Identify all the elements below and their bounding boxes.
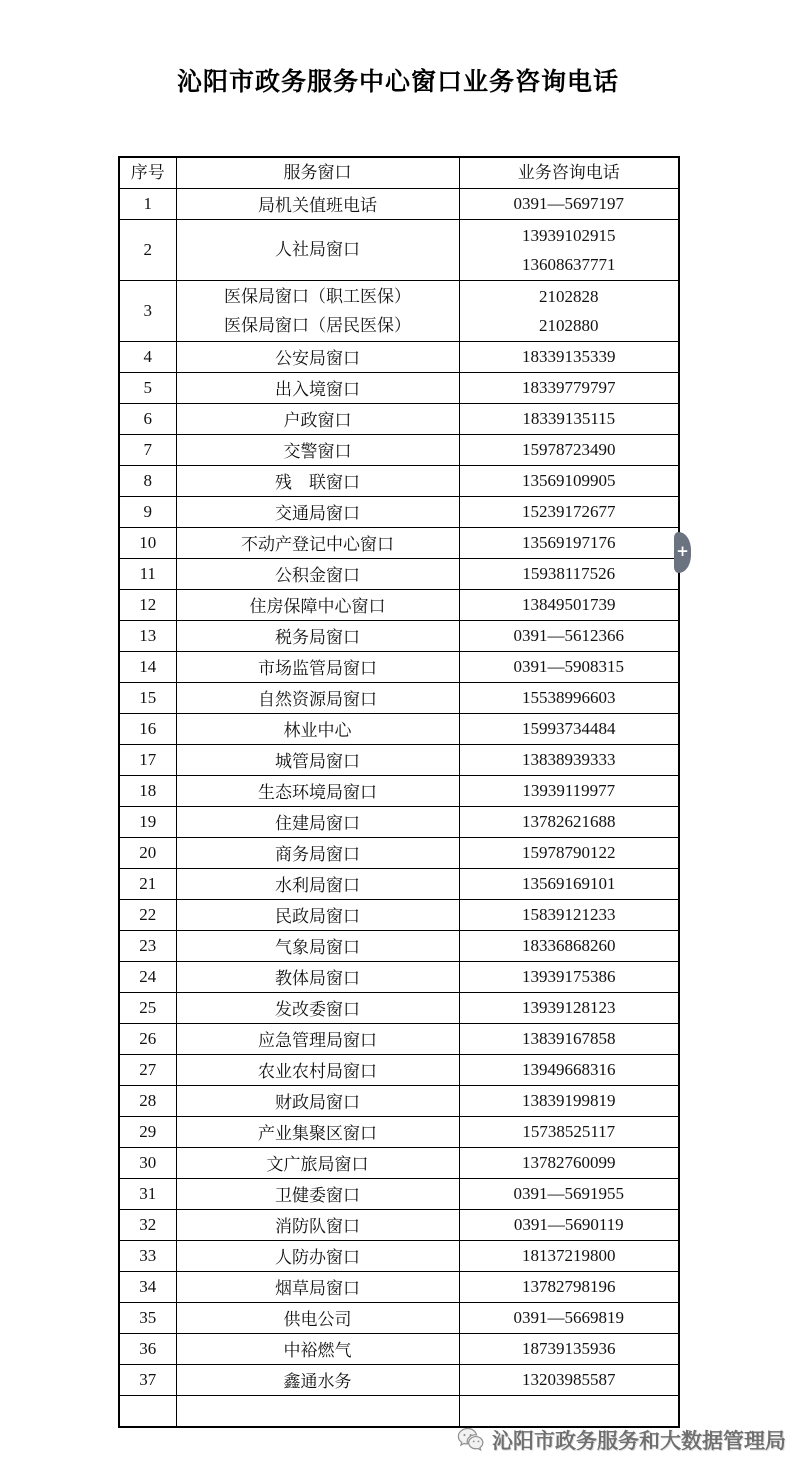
table-row xyxy=(119,775,679,806)
table-row xyxy=(119,589,679,620)
serial-cell: 34 xyxy=(119,1271,176,1302)
phone-cell: 15239172677 xyxy=(459,496,679,527)
phone-cell: 13939119977 xyxy=(459,775,679,806)
serial-cell: 10 xyxy=(119,527,176,558)
table-header-row xyxy=(119,157,679,188)
serial-cell: 23 xyxy=(119,930,176,961)
window-cell: 烟草局窗口 xyxy=(176,1271,459,1302)
table-row xyxy=(119,1333,679,1364)
header-serial-number: 序号 xyxy=(119,157,176,188)
plus-icon: + xyxy=(676,542,689,560)
table-row xyxy=(119,527,679,558)
serial-cell: 20 xyxy=(119,837,176,868)
phone-cell: 15978790122 xyxy=(459,837,679,868)
page-title: 沁阳市政务服务中心窗口业务咨询电话 xyxy=(176,68,619,96)
table-row xyxy=(119,744,679,775)
window-cell: 民政局窗口 xyxy=(176,899,459,930)
phone-cell: 18339135115 xyxy=(459,403,679,434)
window-cell: 商务局窗口 xyxy=(176,837,459,868)
window-cell: 市场监管局窗口 xyxy=(176,651,459,682)
window-cell: 残 联窗口 xyxy=(176,465,459,496)
phone-cell: 13949668316 xyxy=(459,1054,679,1085)
table-row xyxy=(119,806,679,837)
table-row xyxy=(119,496,679,527)
watermark-label: 沁阳市政务服务和大数据管理局 xyxy=(492,1430,786,1453)
phone-cell: 15738525117 xyxy=(459,1116,679,1147)
table-row xyxy=(119,837,679,868)
window-cell: 中裕燃气 xyxy=(176,1333,459,1364)
serial-cell: 32 xyxy=(119,1209,176,1240)
table-row xyxy=(119,1178,679,1209)
phone-cell: 13849501739 xyxy=(459,589,679,620)
window-cell: 公积金窗口 xyxy=(176,558,459,589)
table-row xyxy=(119,930,679,961)
serial-cell: 37 xyxy=(119,1364,176,1395)
table-row xyxy=(119,219,679,280)
watermark xyxy=(457,1425,786,1455)
table-row xyxy=(119,1240,679,1271)
phone-cell: 0391—5691955 xyxy=(459,1178,679,1209)
window-cell: 气象局窗口 xyxy=(176,930,459,961)
phone-cell: 13939175386 xyxy=(459,961,679,992)
header-consultation-phone: 业务咨询电话 xyxy=(459,157,679,188)
window-cell: 人防办窗口 xyxy=(176,1240,459,1271)
phone-cell: 18137219800 xyxy=(459,1240,679,1271)
table-row xyxy=(119,868,679,899)
serial-cell: 26 xyxy=(119,1023,176,1054)
serial-cell: 12 xyxy=(119,589,176,620)
window-cell: 公安局窗口 xyxy=(176,341,459,372)
table-row xyxy=(119,434,679,465)
window-cell: 文广旅局窗口 xyxy=(176,1147,459,1178)
table-row xyxy=(119,1271,679,1302)
phone-cell: 15538996603 xyxy=(459,682,679,713)
phone-cell: 15938117526 xyxy=(459,558,679,589)
serial-cell: 31 xyxy=(119,1178,176,1209)
serial-cell: 2 xyxy=(119,219,176,280)
table-row xyxy=(119,1023,679,1054)
serial-cell: 6 xyxy=(119,403,176,434)
table-row xyxy=(119,280,679,341)
window-cell: 自然资源局窗口 xyxy=(176,682,459,713)
table-row xyxy=(119,403,679,434)
window-cell: 消防队窗口 xyxy=(176,1209,459,1240)
serial-cell: 36 xyxy=(119,1333,176,1364)
window-cell: 住房保障中心窗口 xyxy=(176,589,459,620)
phone-cell: 18339779797 xyxy=(459,372,679,403)
serial-cell: 14 xyxy=(119,651,176,682)
table-row xyxy=(119,188,679,219)
serial-cell: 33 xyxy=(119,1240,176,1271)
window-cell: 户政窗口 xyxy=(176,403,459,434)
window-cell: 农业农村局窗口 xyxy=(176,1054,459,1085)
phone-cell: 13203985587 xyxy=(459,1364,679,1395)
phone-table-container xyxy=(118,156,680,1428)
table-row xyxy=(119,558,679,589)
serial-cell: 8 xyxy=(119,465,176,496)
window-cell: 局机关值班电话 xyxy=(176,188,459,219)
table-row xyxy=(119,1054,679,1085)
phone-cell: 18739135936 xyxy=(459,1333,679,1364)
table-row xyxy=(119,1364,679,1395)
table-row xyxy=(119,341,679,372)
serial-cell: 19 xyxy=(119,806,176,837)
serial-cell: 21 xyxy=(119,868,176,899)
phone-cell: 0391—5697197 xyxy=(459,188,679,219)
window-cell: 财政局窗口 xyxy=(176,1085,459,1116)
phone-cell: 13839199819 xyxy=(459,1085,679,1116)
phone-cell: 0391—5669819 xyxy=(459,1302,679,1333)
phone-cell: 0391—5612366 xyxy=(459,620,679,651)
serial-cell: 28 xyxy=(119,1085,176,1116)
table-row xyxy=(119,682,679,713)
serial-cell: 11 xyxy=(119,558,176,589)
table-row xyxy=(119,1302,679,1333)
phone-table-body xyxy=(119,188,679,1427)
serial-cell: 22 xyxy=(119,899,176,930)
window-cell: 鑫通水务 xyxy=(176,1364,459,1395)
phone-cell: 13569197176 xyxy=(459,527,679,558)
serial-cell: 1 xyxy=(119,188,176,219)
serial-cell: 29 xyxy=(119,1116,176,1147)
serial-cell: 25 xyxy=(119,992,176,1023)
serial-cell: 17 xyxy=(119,744,176,775)
table-row xyxy=(119,465,679,496)
window-cell: 发改委窗口 xyxy=(176,992,459,1023)
phone-cell: 13939102915 13608637771 xyxy=(459,219,679,280)
table-row xyxy=(119,961,679,992)
table-row xyxy=(119,1116,679,1147)
window-cell: 供电公司 xyxy=(176,1302,459,1333)
phone-cell: 15993734484 xyxy=(459,713,679,744)
window-cell: 生态环境局窗口 xyxy=(176,775,459,806)
table-row xyxy=(119,1085,679,1116)
serial-cell: 16 xyxy=(119,713,176,744)
window-cell: 人社局窗口 xyxy=(176,219,459,280)
window-cell: 交通局窗口 xyxy=(176,496,459,527)
phone-cell: 13838939333 xyxy=(459,744,679,775)
window-cell: 税务局窗口 xyxy=(176,620,459,651)
table-row xyxy=(119,1209,679,1240)
window-cell: 交警窗口 xyxy=(176,434,459,465)
window-cell xyxy=(176,1395,459,1427)
window-cell: 住建局窗口 xyxy=(176,806,459,837)
table-row xyxy=(119,713,679,744)
serial-cell: 15 xyxy=(119,682,176,713)
phone-cell: 18339135339 xyxy=(459,341,679,372)
window-cell: 不动产登记中心窗口 xyxy=(176,527,459,558)
phone-cell: 13939128123 xyxy=(459,992,679,1023)
phone-cell: 13782798196 xyxy=(459,1271,679,1302)
serial-cell: 24 xyxy=(119,961,176,992)
table-row xyxy=(119,1147,679,1178)
table-row xyxy=(119,372,679,403)
table-row xyxy=(119,899,679,930)
phone-cell xyxy=(459,1395,679,1427)
header-service-window: 服务窗口 xyxy=(176,157,459,188)
window-cell: 医保局窗口（职工医保） 医保局窗口（居民医保） xyxy=(176,280,459,341)
window-cell: 城管局窗口 xyxy=(176,744,459,775)
serial-cell: 27 xyxy=(119,1054,176,1085)
phone-cell: 13569169101 xyxy=(459,868,679,899)
table-row xyxy=(119,651,679,682)
serial-cell: 3 xyxy=(119,280,176,341)
table-row xyxy=(119,620,679,651)
window-cell: 水利局窗口 xyxy=(176,868,459,899)
serial-cell: 13 xyxy=(119,620,176,651)
serial-cell: 7 xyxy=(119,434,176,465)
phone-cell: 0391—5908315 xyxy=(459,651,679,682)
table-row xyxy=(119,992,679,1023)
phone-cell: 13569109905 xyxy=(459,465,679,496)
phone-cell: 13782621688 xyxy=(459,806,679,837)
phone-table xyxy=(118,156,680,1428)
serial-cell: 18 xyxy=(119,775,176,806)
phone-cell: 0391—5690119 xyxy=(459,1209,679,1240)
window-cell: 应急管理局窗口 xyxy=(176,1023,459,1054)
empty-row xyxy=(119,1395,679,1427)
window-cell: 林业中心 xyxy=(176,713,459,744)
serial-cell xyxy=(119,1395,176,1427)
window-cell: 产业集聚区窗口 xyxy=(176,1116,459,1147)
phone-cell: 2102828 2102880 xyxy=(459,280,679,341)
serial-cell: 4 xyxy=(119,341,176,372)
serial-cell: 9 xyxy=(119,496,176,527)
wechat-logo-icon xyxy=(457,1427,485,1453)
window-cell: 卫健委窗口 xyxy=(176,1178,459,1209)
window-cell: 教体局窗口 xyxy=(176,961,459,992)
serial-cell: 35 xyxy=(119,1302,176,1333)
window-cell: 出入境窗口 xyxy=(176,372,459,403)
phone-cell: 13839167858 xyxy=(459,1023,679,1054)
phone-cell: 15839121233 xyxy=(459,899,679,930)
floating-expand-handle[interactable] xyxy=(674,532,691,573)
phone-cell: 13782760099 xyxy=(459,1147,679,1178)
phone-cell: 18336868260 xyxy=(459,930,679,961)
phone-cell: 15978723490 xyxy=(459,434,679,465)
serial-cell: 5 xyxy=(119,372,176,403)
serial-cell: 30 xyxy=(119,1147,176,1178)
